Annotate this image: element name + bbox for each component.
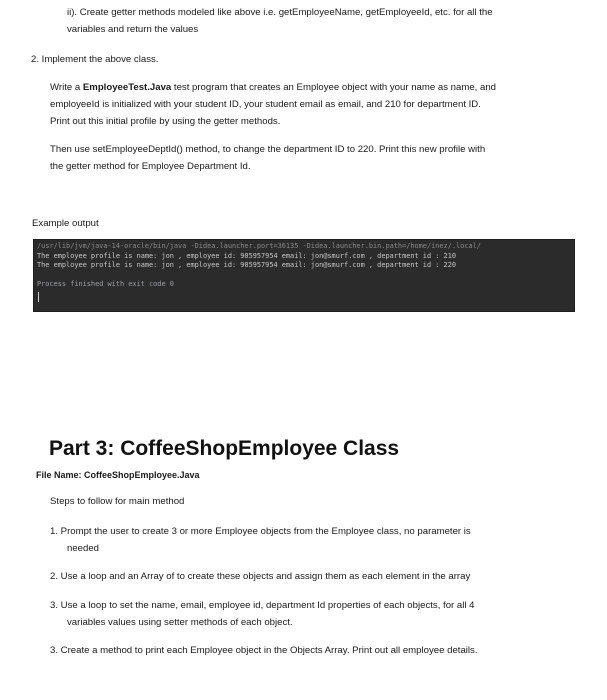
terminal-output-line: The employee profile is name: jon , employee id: 905957954 email: jon@smurf.com , department id : 220 bbox=[37, 261, 456, 269]
part3-title: Part 3: CoffeeShopEmployee Class bbox=[49, 437, 400, 460]
test-file-name: EmployeeTest.Java bbox=[82, 82, 172, 93]
section-2-heading: 2. Implement the above class. bbox=[31, 54, 159, 65]
getter-instruction-line2: variables and return the values bbox=[67, 24, 199, 35]
set-dept-instruction-line2: the getter method for Employee Department Id. bbox=[50, 161, 251, 172]
step-4: 3. Create a method to print each Employee object in the Objects Array. Print out all employee details. bbox=[50, 645, 478, 656]
terminal-command-line: /usr/lib/jvm/java-14-oracle/bin/java -Didea.launcher.port=36135 -Didea.launcher.bin.path=/home/inez/.local/ bbox=[37, 242, 481, 250]
terminal-output-panel bbox=[33, 239, 575, 312]
test-program-instruction-line1 bbox=[50, 80, 496, 96]
getter-instruction-line1: ii). Create getter methods modeled like above i.e. getEmployeeName, getEmployeeId, etc. for all the bbox=[67, 7, 493, 18]
example-output-label: Example output bbox=[32, 218, 99, 229]
instruction-text: test program that creates an Employee object with your name as name, and bbox=[171, 82, 496, 93]
step-3-line2: variables values using setter methods of each object. bbox=[67, 617, 293, 628]
terminal-exit-line: Process finished with exit code 0 bbox=[37, 280, 174, 288]
test-program-instruction-line2: employeeId is initialized with your student ID, your student email as email, and 210 for department ID. bbox=[50, 99, 481, 110]
terminal-output-line: The employee profile is name: jon , employee id: 905957954 email: jon@smurf.com , department id : 210 bbox=[37, 252, 456, 260]
test-program-instruction-line3: Print out this initial profile by using the getter methods. bbox=[50, 116, 281, 127]
part3-file-name: File Name: CoffeeShopEmployee.Java bbox=[36, 470, 200, 480]
terminal-cursor bbox=[38, 292, 39, 302]
step-1-line2: needed bbox=[67, 543, 100, 554]
step-3-line1: 3. Use a loop to set the name, email, employee id, department Id properties of each objects, for all 4 bbox=[50, 600, 475, 611]
step-1-line1: 1. Prompt the user to create 3 or more Employee objects from the Employee class, no parameter is bbox=[50, 526, 471, 537]
step-2: 2. Use a loop and an Array of to create these objects and assign them as each element in the array bbox=[50, 571, 471, 582]
set-dept-instruction-line1: Then use setEmployeeDeptId() method, to change the department ID to 220. Print this new profile with bbox=[50, 144, 486, 155]
instruction-text: Write a bbox=[50, 82, 83, 93]
steps-intro: Steps to follow for main method bbox=[50, 496, 185, 507]
